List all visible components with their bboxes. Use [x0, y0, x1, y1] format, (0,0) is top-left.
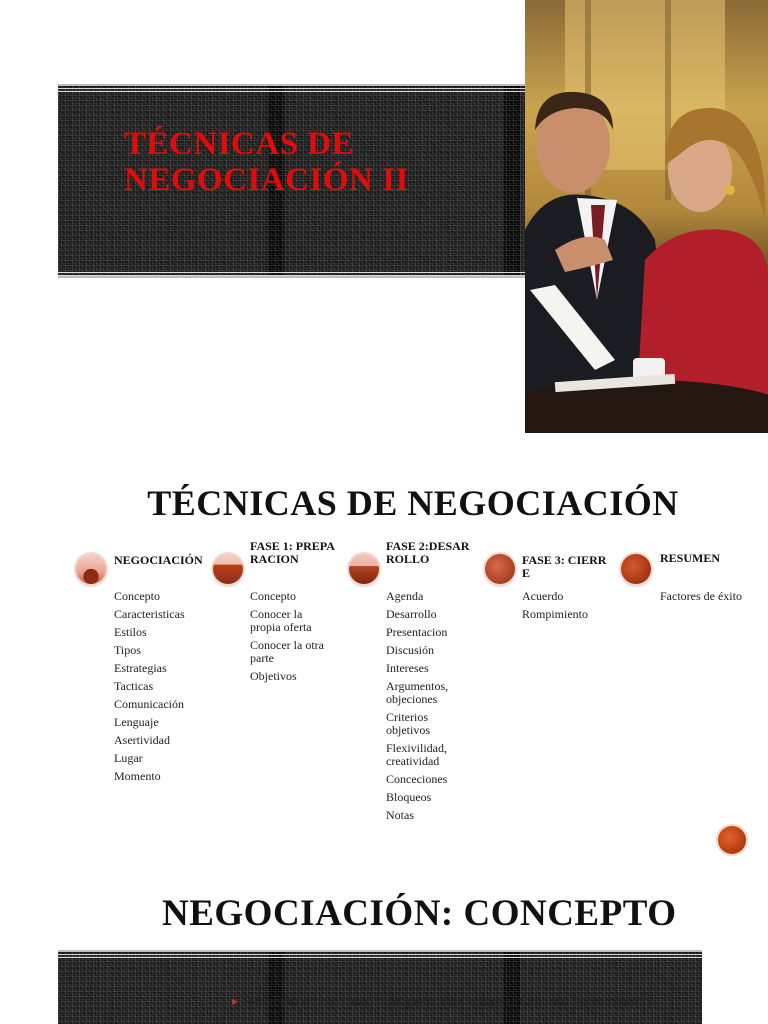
list-item: Notas: [386, 808, 414, 822]
banner-stripes-top: [58, 86, 528, 92]
slide-title: [0, 0, 768, 440]
circle-icon[interactable]: [349, 554, 379, 584]
list-item: Flexivilidad, creatividad: [386, 741, 447, 768]
list-item: Asertividad: [114, 733, 170, 747]
slide-heading: NEGOCIACIÓN: CONCEPTO: [162, 893, 677, 934]
list-item: Bloqueos: [386, 790, 432, 804]
column-items: [250, 590, 334, 688]
bullet-icon: ▸: [232, 994, 239, 1008]
column-resumen: [620, 538, 750, 603]
list-item: Acuerdo: [522, 589, 564, 603]
list-item: Presentacion: [386, 625, 448, 639]
list-item: Conceciones: [386, 772, 448, 786]
column-items: [114, 590, 198, 788]
slide-heading: TÉCNICAS DE NEGOCIACIÓN: [147, 483, 679, 523]
column-header: RESUMEN: [660, 551, 721, 565]
column-items: [386, 590, 470, 827]
column-items: [660, 590, 744, 608]
list-item: Argumentos, objeciones: [386, 679, 449, 706]
list-item: Desarrollo: [386, 607, 437, 621]
next-circle-button[interactable]: [718, 826, 746, 854]
slide-techniques: [0, 440, 768, 860]
column-fase-3: [484, 538, 614, 621]
business-meeting-photo: [525, 0, 768, 433]
column-header: FASE 1: PREPARACION: [250, 539, 335, 566]
list-item: Conocer la propia oferta: [250, 607, 312, 634]
circle-icon[interactable]: [213, 554, 243, 584]
list-item: Momento: [114, 769, 161, 783]
column-header-row: [620, 538, 750, 586]
list-item: Concepto: [250, 589, 296, 603]
list-item: Intereses: [386, 661, 429, 675]
column-header: NEGOCIACIÓN: [114, 553, 203, 567]
list-item: Estrategias: [114, 661, 167, 675]
list-item: Criterios objetivos: [386, 710, 430, 737]
circle-icon[interactable]: [485, 554, 515, 584]
list-item: Conocer la otra parte: [250, 638, 324, 665]
banner-stripes-top: [58, 952, 702, 958]
column-negociacion: [74, 538, 204, 783]
list-item: Lugar: [114, 751, 143, 765]
list-item: Factores de éxito: [660, 589, 742, 603]
column-items: [522, 590, 606, 626]
column-header-row: [74, 538, 204, 586]
concept-definition: Relación entre dos o más personas sobre un asunto determinado: [244, 993, 651, 1009]
list-item: Tacticas: [114, 679, 154, 693]
concept-banner: [58, 950, 702, 1024]
column-header: FASE 2:DESARROLLO: [386, 539, 470, 566]
column-header-row: [212, 538, 342, 586]
column-header-row: [484, 538, 614, 586]
list-item: Rompimiento: [522, 607, 588, 621]
banner-stripes-bottom: [58, 270, 528, 276]
circle-icon[interactable]: [76, 554, 106, 584]
list-item: Comunicación: [114, 697, 184, 711]
column-header: FASE 3: CIERRE: [522, 553, 607, 580]
list-item: Objetivos: [250, 669, 297, 683]
list-item: Lenguaje: [114, 715, 159, 729]
list-item: Discusión: [386, 643, 434, 657]
column-header-row: [348, 538, 478, 586]
column-fase-2: [348, 538, 478, 822]
circle-icon[interactable]: [621, 554, 651, 584]
slide-concept: [0, 860, 768, 1024]
list-item: Concepto: [114, 589, 160, 603]
list-item: Agenda: [386, 589, 424, 603]
column-fase-1: [212, 538, 342, 683]
presentation-title: TÉCNICAS DE NEGOCIACIÓN II: [124, 126, 409, 198]
list-item: Estilos: [114, 625, 147, 639]
list-item: Caracteristicas: [114, 607, 185, 621]
list-item: Tipos: [114, 643, 141, 657]
